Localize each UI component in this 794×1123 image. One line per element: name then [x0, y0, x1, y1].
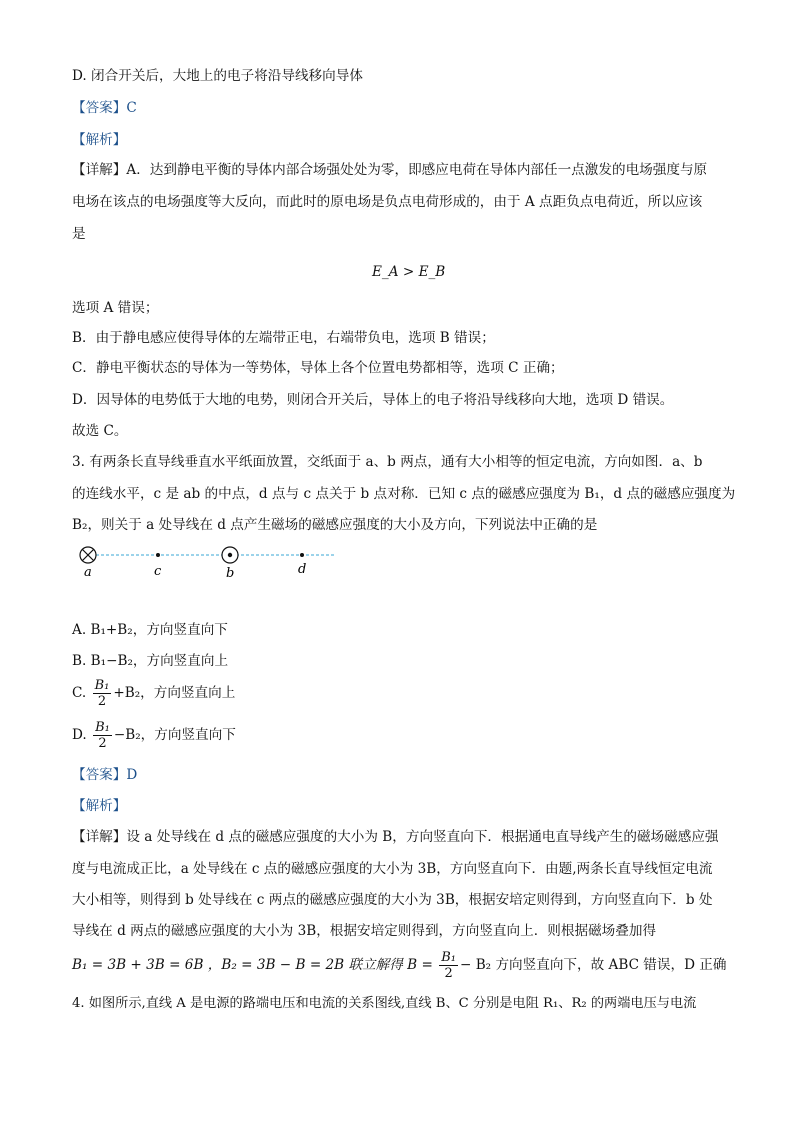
fraction-denominator: 2: [97, 694, 107, 709]
q2-detail-line: 【详解】A．达到静电平衡的导体内部合场强处处为零，即感应电荷在导体内部任一点激发的电场强度与原: [72, 162, 708, 178]
q2-line-c: C．静电平衡状态的导体为一等势体，导体上各个位置电势都相等，选项 C 正确；: [72, 360, 564, 376]
q4-stem-line: 4. 如图所示,直线 A 是电源的路端电压和电流的关系图线,直线 B、C 分别是电阻 R₁、R₂ 的两端电压与电流: [72, 996, 697, 1011]
option-d-letter: D.: [72, 727, 87, 743]
fraction-denominator: 2: [444, 966, 453, 981]
q2-detail-line: 是: [72, 226, 86, 242]
q2-detail-line: 电场在该点的电场强度等大反向，而此时的原电场是负点电荷形成的，由于 A 点距负点电荷近，所以应该: [72, 194, 703, 210]
q3-option-d: [72, 720, 236, 751]
q2-answer: 【答案】C: [72, 100, 137, 116]
point-c: [156, 553, 160, 557]
label-b: b: [226, 566, 235, 581]
q3-detail-line: 【详解】设 a 处导线在 d 点的磁感应强度的大小为 B，方向竖直向下．根据通电直导线产生的磁场磁感应强: [72, 829, 719, 845]
q3-figure: [70, 540, 350, 582]
q3-stem-line: 3. 有两条长直导线垂直水平纸面放置，交纸面于 a、b 两点，通有大小相等的恒定电流，方向如图．a、b: [72, 454, 703, 470]
formula-part: B₁ = 3B + 3B = 6B ，B₂ = 3B − B = 2B 联立解得 B =: [72, 957, 433, 973]
q3-answer: 【答案】D: [72, 767, 138, 783]
fraction-numerator: B₁: [95, 720, 110, 735]
fraction: [93, 678, 112, 709]
label-c: c: [154, 564, 162, 579]
option-d-text: −B₂，方向竖直向下: [113, 727, 236, 743]
q3-detail-line: 度与电流成正比，a 处导线在 c 点的磁感应强度的大小为 3B，方向竖直向下．由题,两条长直导线恒定电流: [72, 861, 713, 877]
q3-option-a: A. B₁+B₂，方向竖直向下: [72, 622, 228, 638]
wire-b-out-of-page-icon: [222, 547, 238, 563]
q2-line-d: D．因导体的电势低于大地的电势，则闭合开关后，导体上的电子将沿导线移向大地，选项 D 错误。: [72, 392, 674, 408]
label-d: d: [298, 562, 307, 577]
wire-a-into-page-icon: [80, 547, 96, 563]
fraction: [439, 950, 458, 981]
fraction-numerator: B₁: [441, 950, 456, 965]
fraction-numerator: B₁: [94, 678, 110, 693]
fraction: [93, 720, 112, 751]
option-c-text: +B₂，方向竖直向上: [113, 685, 236, 701]
q3-stem-line: B₂，则关于 a 处导线在 d 点产生磁场的磁感应强度的大小及方向，下列说法中正确的是: [72, 517, 598, 533]
option-c-letter: C.: [72, 685, 87, 701]
q3-option-c: [72, 678, 235, 709]
q3-detail-formula-line: [72, 950, 727, 981]
q2-conclusion: 故选 C。: [72, 423, 128, 439]
q3-detail-line: 导线在 d 两点的磁感应强度的大小为 3B，根据安培定则得到，方向竖直向上．则根据磁场叠加得: [72, 923, 657, 939]
q2-formula: E_A > E_B: [372, 264, 446, 280]
q3-option-b: B. B₁−B₂，方向竖直向上: [72, 653, 229, 669]
label-a: a: [84, 565, 92, 580]
q3-detail-line: 大小相等，则得到 b 处导线在 c 两点的磁感应强度的大小为 3B，根据安培定则得到，方向竖直向下．b 处: [72, 892, 713, 908]
q3-stem-line: 的连线水平，c 是 ab 的中点，d 点与 c 点关于 b 点对称．已知 c 点的磁感应强度为 B₁，d 点的磁感应强度为: [72, 486, 736, 502]
q3-analysis-heading: 【解析】: [72, 798, 127, 814]
fraction-denominator: 2: [98, 736, 107, 751]
q2-line-b: B．由于静电感应使得导体的左端带正电，右端带负电，选项 B 错误；: [72, 330, 495, 346]
q2-analysis-heading: 【解析】: [72, 132, 127, 148]
q2-line-a: 选项 A 错误；: [72, 300, 159, 316]
formula-conclusion: − B₂ 方向竖直向下，故 ABC 错误，D 正确: [459, 957, 727, 973]
point-d: [300, 553, 304, 557]
option-d-prev: D. 闭合开关后，大地上的电子将沿导线移向导体: [72, 68, 363, 84]
